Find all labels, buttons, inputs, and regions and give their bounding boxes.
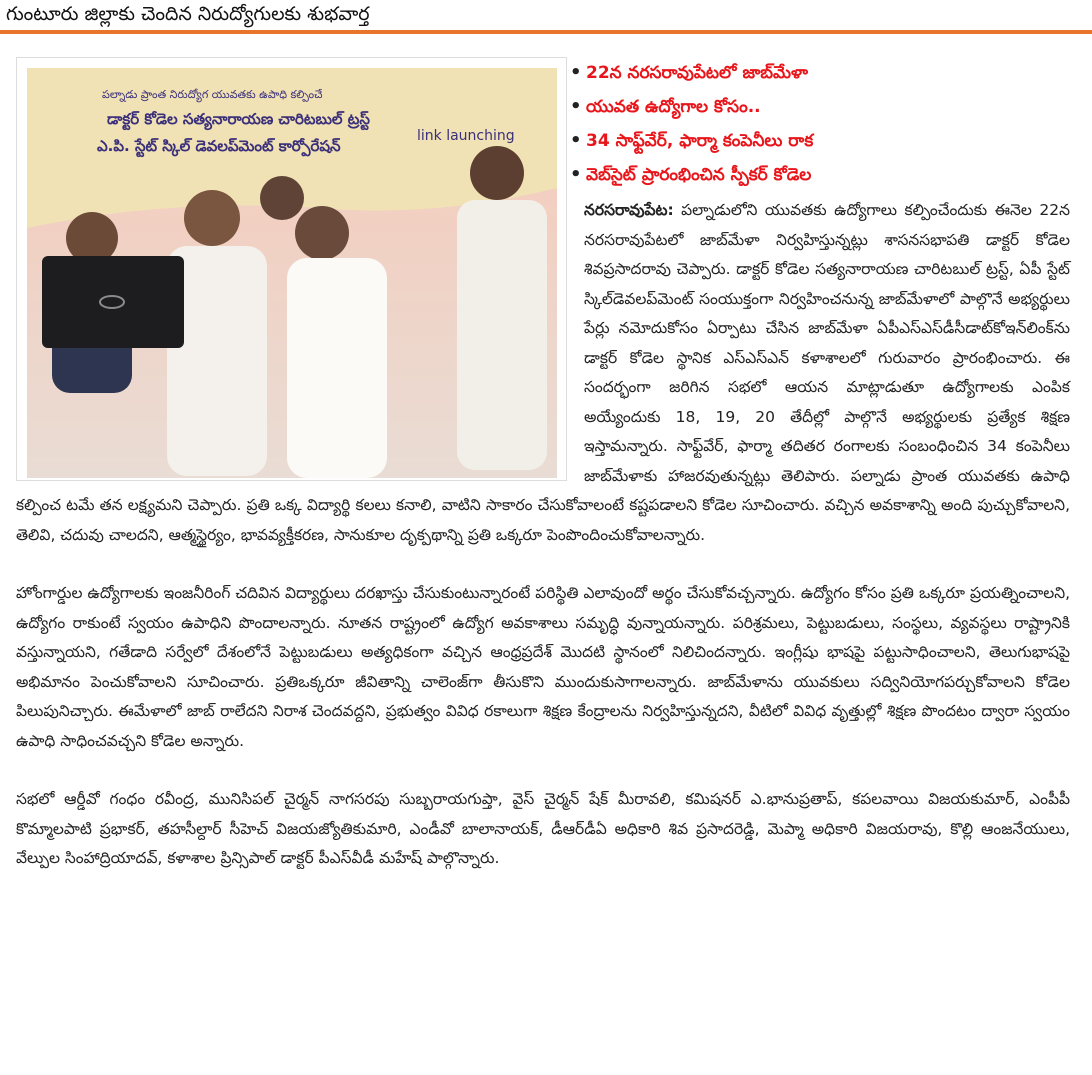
highlight-item: • 22న నరసరావుపేటలో జాబ్‌మేళా <box>570 58 1070 92</box>
photo-wrap-spacer <box>16 196 584 486</box>
highlight-item: • యువత ఉద్యోగాల కోసం.. <box>570 92 1070 126</box>
page-header <box>0 0 1092 34</box>
banner-line-1: పల్నాడు ప్రాంత నిరుద్యోగ యువతకు ఉపాధి కల్పించే <box>102 88 323 101</box>
highlight-item: • వెబ్‌సైట్ ప్రారంభించిన స్పీకర్ కోడెల <box>570 160 1070 194</box>
banner-line-4: link launching <box>417 128 515 144</box>
page-title: గుంటూరు జిల్లాకు చెందిన నిరుద్యోగులకు శుభవార్త <box>6 3 370 25</box>
highlight-item: • 34 సాఫ్ట్‌వేర్, ఫార్మా కంపెనీలు రాక <box>570 126 1070 160</box>
dateline: నరసరావుపేట: <box>584 201 674 219</box>
banner-line-2: డాక్టర్ కోడెల సత్యనారాయణ చారిటబుల్ ట్రస్ట్ <box>107 110 370 128</box>
highlights-list <box>570 58 1070 194</box>
paragraph-1-text: పల్నాడులోని యువతకు ఉద్యోగాలు కల్పించేందుకు ఈనెల 22న నరసరావుపేటలో జాబ్‌మేళా నిర్వహిస్తున్నట్లు శాసనసభాపతి డాక్టర్ కోడెల శివప్రసాదరావు చెప్పారు. డాక్టర్ కోడెల సత్యనారాయణ చారిటబుల్ ట్రస్ట్, ఏపీ స్టేట్ స్కిల్‌డెవలప్‌మెంట్ సంయుక్తంగా నిర్వహించనున్న జాబ్‌మేళాలో పాల్గొనే అభ్యర్థులు పేర్లు నమోదుకోసం ఏర్పాటు చేసిన జాబ్‌మేళా ఏపీఎస్ఎస్‌డీసీడాట్‌కోఇన్‌లింక్‌ను డాక్టర్ కోడెల స్థానిక ఎస్ఎస్ఎన్ కళాశాలలో గురువారం ప్రారంభించారు. ఈ సందర్భంగా జరిగిన సభలో ఆయన మాట్లాడుతూ ఉద్యోగాలకు ఎంపిక అయ్యేందుకు 18, 19, 20 తేదీల్లో పాల్గొనే అభ్యర్థులకు ప్రత్యేక శిక్షణ ఇస్తామన్నారు. సాఫ్ట్‌వేర్, ఫార్మా తదితర రంగాలకు సంబంధించిన 34 కంపెనీలు జాబ్‌మేళాకు హాజరవుతున్నట్లు తెలిపారు. పల్నాడు ప్రాంత యువతకు ఉపాధి కల్పించ టమే తన లక్ష్యమని చెప్పారు. ప్రతి ఒక్క విద్యార్థి కలలు కనాలి, వాటిని సాకారం చేసుకోవాలంటే కష్టపడాలని కోడెల సూచించారు. వచ్చిన అవకాశాన్ని అంది పుచ్చుకోవాలని, తెలివి, చదువు చాలదని, ఆత్మస్థైర్యం, భావవ్యక్తీకరణ, సానుకూల దృక్పథాన్ని ప్రతి ఒక్కరూ పెంపొందించుకోవాలన్నారు. <box>16 201 1070 544</box>
article-paragraph: సభలో ఆర్డీవో గంధం రవీంద్ర, మునిసిపల్ చైర్మన్ నాగసరపు సుబ్బరాయగుప్తా, వైస్ చైర్మన్ షేక్ మీరావలి, కమిషనర్ ఎ.భానుప్రతాప్, కపలవాయి విజయకుమార్, ఎంపీపీ కొమ్మాలపాటి ప్రభాకర్, తహసీల్దార్ సీహెచ్ విజయజ్యోతికుమారి, ఎండీవో బాలానాయక్, డీఆర్‌డీఏ అధికారి శివ ప్రసాదరెడ్డి, మెప్మా అధికారి విజయరావు, కొల్లి ఆంజనేయులు, వేల్పుల సింహాద్రియాదవ్, కళాశాల ప్రిన్సిపాల్ డాక్టర్ పీఎస్‌వీడీ మహేష్ పాల్గొన్నారు. <box>16 790 1070 867</box>
article-paragraph: హోంగార్డుల ఉద్యోగాలకు ఇంజనీరింగ్ చదివిన విద్యార్థులు దరఖాస్తు చేసుకుంటున్నారంటే పరిస్థితి ఎలావుందో అర్థం చేసుకోవచ్చన్నారు. ఉద్యోగం కోసం ప్రతి ఒక్కరూ ప్రయత్నించాలని, ఉద్యోగం రాకుంటే స్వయం ఉపాధిని పొందాలన్నారు. నూతన రాష్ట్రంలో ఉద్యోగ అవకాశాలు సమృద్ధి వున్నాయన్నారు. పరిశ్రమలు, పెట్టుబడులు, సంస్థలు, వ్యవస్థలు రాష్ట్రానికి వస్తున్నాయని, గతేడాది సర్వేలో దేశంలోనే పెట్టుబడులు అత్యధికంగా వచ్చిన ఆంధ్రప్రదేశ్ మొదటి స్థానంలో నిలిచిందన్నారు. ఇంగ్లీషు భాషపై పట్టుసాధించాలని, తెలుగుభాషపై అభిమానం పెంచుకోవాలని సూచించారు. ప్రతిఒక్కరూ జీవితాన్ని చాలెంజ్‌గా తీసుకొని ముందుకుసాగాలన్నారు. జాబ్‌మేళాను యువకులు సద్వినియోగపర్చుకోవాలని కోడెల పిలుపునిచ్చారు. ఈమేళాలో జాబ్ రాలేదని నిరాశ చెందవద్దని, ప్రభుత్వం వివిధ రకాలుగా శిక్షణ కేంద్రాలను నిర్వహిస్తున్నదని, వీటిలో వివిధ వృత్తుల్లో శిక్షణ పొందటం ద్వారా స్వయం ఉపాధి సాధించవచ్చని కోడెల అన్నారు. <box>16 584 1070 750</box>
banner-line-3: ఎ.పి. స్టేట్ స్కిల్ డెవలప్‌మెంట్ కార్పోరేషన్ <box>97 137 341 155</box>
article-body <box>16 196 1070 874</box>
